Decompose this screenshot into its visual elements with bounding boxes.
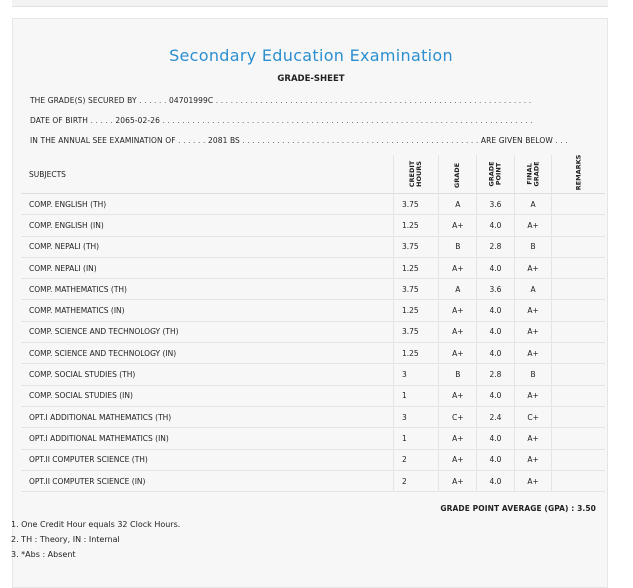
remarks-cell bbox=[552, 194, 605, 215]
final-grade-cell: A+ bbox=[514, 470, 552, 491]
final-grade-cell: B bbox=[514, 236, 552, 257]
dob-value: 2065-02-26 bbox=[115, 116, 160, 125]
remarks-cell bbox=[552, 343, 605, 364]
grade-point-cell: 4.0 bbox=[477, 343, 515, 364]
exam-title: Secondary Education Examination bbox=[169, 46, 453, 65]
subject-cell: COMP. MATHEMATICS (TH) bbox=[21, 279, 394, 300]
credit-hours-cell: 1.25 bbox=[394, 300, 439, 321]
grade-point-cell: 3.6 bbox=[477, 279, 515, 300]
secured-by-label: THE GRADE(S) SECURED BY bbox=[30, 96, 137, 105]
grade-point-cell: 4.0 bbox=[477, 300, 515, 321]
gp-header-line2: POINT bbox=[494, 162, 503, 186]
grade-sheet bbox=[12, 18, 608, 588]
dot-leader: . . . . . . bbox=[139, 96, 169, 105]
final-grade-cell: C+ bbox=[514, 406, 552, 427]
subject-cell: OPT.I ADDITIONAL MATHEMATICS (TH) bbox=[21, 406, 394, 427]
remarks-cell bbox=[552, 364, 605, 385]
grade-cell: A+ bbox=[439, 300, 477, 321]
credit-hours-cell: 3.75 bbox=[394, 279, 439, 300]
table-row bbox=[21, 470, 605, 491]
exam-suffix: ARE GIVEN BELOW bbox=[480, 136, 553, 145]
credit-header-line1: CREDIT bbox=[408, 160, 417, 188]
subject-cell: COMP. SOCIAL STUDIES (IN) bbox=[21, 385, 394, 406]
credit-hours-cell: 3 bbox=[394, 364, 439, 385]
subject-cell: COMP. MATHEMATICS (IN) bbox=[21, 300, 394, 321]
final-grade-cell: A+ bbox=[514, 215, 552, 236]
footnotes bbox=[11, 517, 180, 562]
gpa-value: 3.50 bbox=[577, 504, 596, 513]
credit-hours-cell: 2 bbox=[394, 470, 439, 491]
remarks-cell bbox=[552, 470, 605, 491]
remarks-cell bbox=[552, 300, 605, 321]
grade-point-header-label bbox=[488, 161, 502, 186]
final-grade-cell: A+ bbox=[514, 385, 552, 406]
grade-point-cell: 2.4 bbox=[477, 406, 515, 427]
remarks-cell bbox=[552, 215, 605, 236]
subject-cell: COMP. SCIENCE AND TECHNOLOGY (IN) bbox=[21, 343, 394, 364]
grade-cell: A+ bbox=[439, 449, 477, 470]
table-row bbox=[21, 321, 605, 342]
grades-table bbox=[21, 155, 605, 492]
remarks-cell bbox=[552, 385, 605, 406]
dob-line bbox=[30, 116, 533, 125]
grade-point-cell: 3.6 bbox=[477, 194, 515, 215]
remarks-cell bbox=[552, 236, 605, 257]
final-grade-cell: A+ bbox=[514, 321, 552, 342]
exam-line bbox=[30, 136, 568, 145]
table-row bbox=[21, 300, 605, 321]
dot-leader: . . . bbox=[555, 136, 568, 145]
gp-header-line1: GRADE bbox=[487, 161, 496, 187]
subject-cell: COMP. ENGLISH (IN) bbox=[21, 215, 394, 236]
table-row bbox=[21, 194, 605, 215]
remarks-cell bbox=[552, 428, 605, 449]
grade-cell: A+ bbox=[439, 470, 477, 491]
final-grade-cell: A+ bbox=[514, 449, 552, 470]
grade-point-header bbox=[477, 155, 515, 194]
grade-header-label: GRADE bbox=[453, 162, 462, 188]
credit-header-line2: HOURS bbox=[415, 161, 424, 187]
table-row bbox=[21, 236, 605, 257]
top-strip bbox=[12, 0, 608, 7]
dot-leader: . . . . . . . . . . . . . . . . . . . . . . . . . . . . . . . . . . . . . . . . . . . . . . . . bbox=[242, 136, 481, 145]
final-grade-cell: A+ bbox=[514, 257, 552, 278]
remarks-header bbox=[552, 155, 605, 194]
final-grade-cell: B bbox=[514, 364, 552, 385]
subject-cell: OPT.II COMPUTER SCIENCE (IN) bbox=[21, 470, 394, 491]
grade-point-cell: 4.0 bbox=[477, 470, 515, 491]
grade-header bbox=[439, 155, 477, 194]
subject-cell: COMP. SOCIAL STUDIES (TH) bbox=[21, 364, 394, 385]
credit-hours-cell: 3 bbox=[394, 406, 439, 427]
final-grade-cell: A+ bbox=[514, 343, 552, 364]
final-grade-header bbox=[514, 155, 552, 194]
grade-cell: A+ bbox=[439, 385, 477, 406]
subject-cell: COMP. ENGLISH (TH) bbox=[21, 194, 394, 215]
credit-hours-header-label bbox=[409, 161, 423, 187]
grade-cell: A bbox=[439, 279, 477, 300]
grade-point-cell: 4.0 bbox=[477, 385, 515, 406]
credit-hours-cell: 1.25 bbox=[394, 343, 439, 364]
grade-cell: C+ bbox=[439, 406, 477, 427]
table-row bbox=[21, 279, 605, 300]
grade-point-cell: 4.0 bbox=[477, 449, 515, 470]
grade-point-cell: 4.0 bbox=[477, 428, 515, 449]
grade-point-cell: 2.8 bbox=[477, 364, 515, 385]
dot-leader: . . . . . . . . . . . . . . . . . . . . . . . . . . . . . . . . . . . . . . . . . . . . . . . . . . . . . . . . . . . . . . . . . . . . . . . . . . . bbox=[162, 116, 533, 125]
final-grade-cell: A+ bbox=[514, 300, 552, 321]
subject-cell: COMP. SCIENCE AND TECHNOLOGY (TH) bbox=[21, 321, 394, 342]
remarks-cell bbox=[552, 279, 605, 300]
final-grade-cell: A bbox=[514, 279, 552, 300]
credit-hours-cell: 3.75 bbox=[394, 236, 439, 257]
table-row bbox=[21, 428, 605, 449]
subject-cell: COMP. NEPALI (TH) bbox=[21, 236, 394, 257]
grade-sheet-heading: GRADE-SHEET bbox=[277, 74, 345, 84]
grades-table-body bbox=[21, 194, 605, 492]
table-row bbox=[21, 215, 605, 236]
grade-cell: A+ bbox=[439, 215, 477, 236]
grade-cell: A bbox=[439, 194, 477, 215]
credit-hours-cell: 1 bbox=[394, 428, 439, 449]
table-row bbox=[21, 406, 605, 427]
grade-point-cell: 4.0 bbox=[477, 257, 515, 278]
credit-hours-cell: 2 bbox=[394, 449, 439, 470]
table-header-row bbox=[21, 155, 605, 194]
table-row bbox=[21, 449, 605, 470]
remarks-header-label: REMARKS bbox=[574, 154, 583, 191]
final-grade-header-label bbox=[526, 161, 540, 186]
remarks-cell bbox=[552, 321, 605, 342]
grade-cell: A+ bbox=[439, 428, 477, 449]
grade-cell: A+ bbox=[439, 257, 477, 278]
table-row bbox=[21, 385, 605, 406]
remarks-cell bbox=[552, 406, 605, 427]
dob-label: DATE OF BIRTH bbox=[30, 116, 89, 125]
symbol-number: 04701999C bbox=[168, 96, 214, 105]
dot-leader: . . . . . bbox=[90, 116, 116, 125]
subjects-header bbox=[21, 155, 394, 194]
credit-hours-cell: 1.25 bbox=[394, 215, 439, 236]
subject-cell: COMP. NEPALI (IN) bbox=[21, 257, 394, 278]
table-row bbox=[21, 364, 605, 385]
grade-cell: A+ bbox=[439, 343, 477, 364]
credit-hours-cell: 1.25 bbox=[394, 257, 439, 278]
footnote-3: 3. *Abs : Absent bbox=[11, 550, 76, 559]
dot-leader: . . . . . . . . . . . . . . . . . . . . . . . . . . . . . . . . . . . . . . . . . . . . . . . . . . . . . . . . . . . . . . . . bbox=[215, 96, 532, 105]
remarks-cell bbox=[552, 449, 605, 470]
credit-hours-header bbox=[394, 155, 439, 194]
credit-hours-cell: 1 bbox=[394, 385, 439, 406]
table-row bbox=[21, 257, 605, 278]
table-row bbox=[21, 343, 605, 364]
exam-year: 2081 BS bbox=[207, 136, 240, 145]
grade-point-cell: 4.0 bbox=[477, 321, 515, 342]
final-grade-cell: A bbox=[514, 194, 552, 215]
subject-cell: OPT.I ADDITIONAL MATHEMATICS (IN) bbox=[21, 428, 394, 449]
fg-header-line2: GRADE bbox=[532, 161, 541, 187]
footnote-1: 1. One Credit Hour equals 32 Clock Hours. bbox=[11, 520, 181, 529]
grade-point-cell: 2.8 bbox=[477, 236, 515, 257]
subjects-header-label: SUBJECTS bbox=[29, 169, 66, 179]
fg-header-line1: FINAL bbox=[525, 163, 534, 185]
footnote-2: 2. TH : Theory, IN : Internal bbox=[11, 535, 120, 544]
secured-by-line bbox=[30, 96, 531, 105]
subject-cell: OPT.II COMPUTER SCIENCE (TH) bbox=[21, 449, 394, 470]
dot-leader: . . . . . . bbox=[178, 136, 208, 145]
credit-hours-cell: 3.75 bbox=[394, 194, 439, 215]
grade-cell: B bbox=[439, 236, 477, 257]
credit-hours-cell: 3.75 bbox=[394, 321, 439, 342]
remarks-cell bbox=[552, 257, 605, 278]
gpa-line bbox=[440, 504, 596, 513]
grade-cell: B bbox=[439, 364, 477, 385]
grade-point-cell: 4.0 bbox=[477, 215, 515, 236]
gpa-label: GRADE POINT AVERAGE (GPA) : bbox=[440, 504, 575, 513]
exam-label: IN THE ANNUAL SEE EXAMINATION OF bbox=[30, 136, 176, 145]
final-grade-cell: A+ bbox=[514, 428, 552, 449]
grade-cell: A+ bbox=[439, 321, 477, 342]
